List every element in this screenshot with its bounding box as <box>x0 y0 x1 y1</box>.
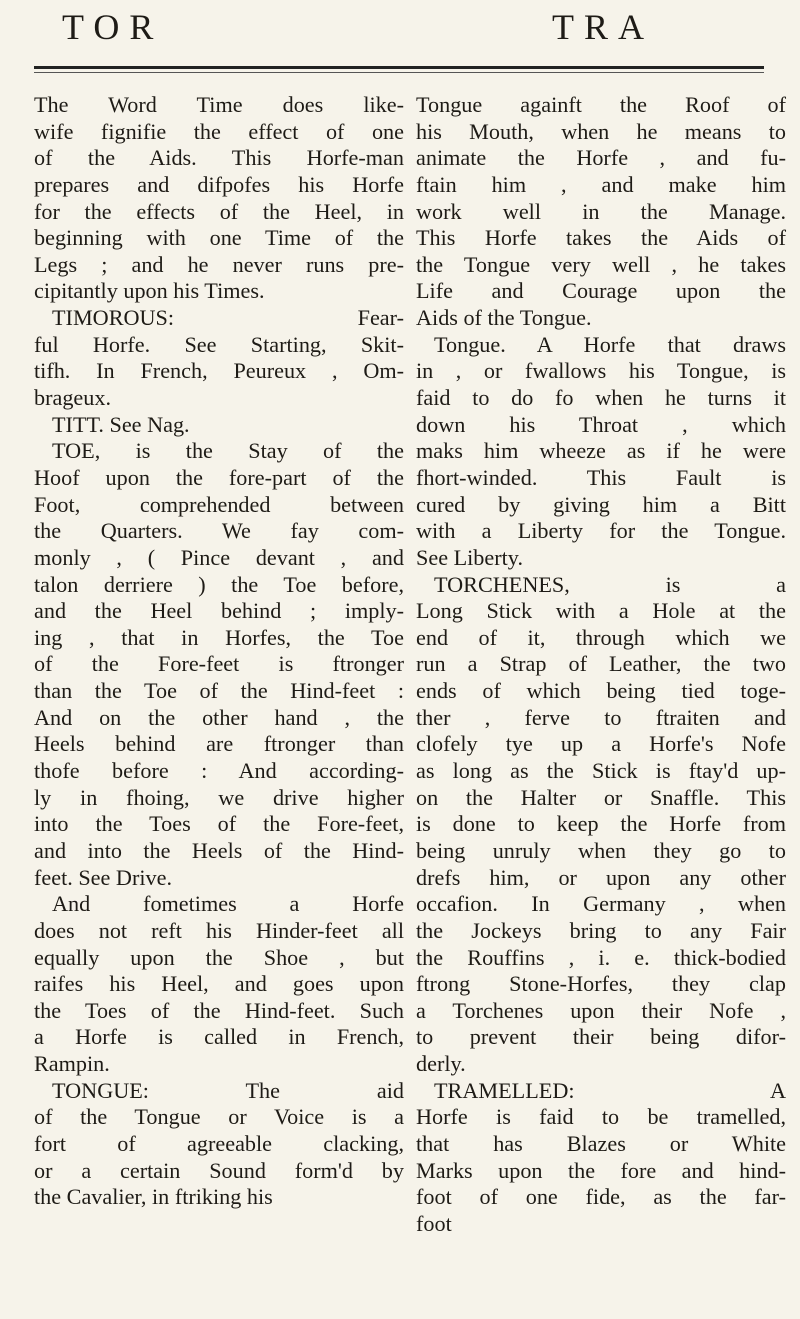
text-line: talon derriere ) the Toe before, <box>34 571 404 597</box>
text-line: to prevent their being difor- <box>416 1024 786 1050</box>
text-line: is done to keep the Horfe from <box>416 811 786 837</box>
text-line: monly , ( Pince devant , and <box>34 544 404 570</box>
text-line: on the Halter or Snaffle. This <box>416 784 786 810</box>
text-line: brageux. <box>34 385 112 411</box>
text-line: feet. See Drive. <box>34 864 172 890</box>
text-line: and the Heel behind ; imply- <box>34 598 404 624</box>
text-line: foot of one fide, as the far- <box>416 1184 786 1210</box>
running-head-left: TOR <box>62 7 164 47</box>
text-line: Tongue againft the Roof of <box>416 92 786 117</box>
text-line: This Horfe takes the Aids of <box>416 225 786 251</box>
text-line: end of it, through which we <box>416 624 786 650</box>
text-line: down his Throat , which <box>416 411 786 437</box>
text-line: being unruly when they go to <box>416 837 786 863</box>
text-line: ftain him , and make him <box>416 171 786 197</box>
text-line: TONGUE: The aid <box>52 1077 404 1103</box>
text-line: prepares and difpofes his Horfe <box>34 171 404 197</box>
text-line: beginning with one Time of the <box>34 225 404 251</box>
text-line: run a Strap of Leather, the two <box>416 651 786 677</box>
header-rule-thin <box>34 72 764 73</box>
text-line: And on the other hand , the <box>34 704 404 730</box>
text-line: ful Horfe. See Starting, Skit- <box>34 331 404 357</box>
text-line: the Quarters. We fay com- <box>34 518 404 544</box>
text-line: faid to do fo when he turns it <box>416 385 786 411</box>
text-line: And fometimes a Horfe <box>52 891 404 917</box>
text-line: his Mouth, when he means to <box>416 118 786 144</box>
text-line: of the Fore-feet is ftronger <box>34 651 404 677</box>
text-line: the Tongue very well , he takes <box>416 251 786 277</box>
text-line: derly. <box>416 1051 466 1077</box>
text-line: Marks upon the fore and hind- <box>416 1157 786 1183</box>
text-line: that has Blazes or White <box>416 1130 786 1156</box>
text-line: Long Stick with a Hole at the <box>416 598 786 624</box>
text-line: the Toes of the Hind-feet. Such <box>34 997 404 1023</box>
text-line: cipitantly upon his Times. <box>34 278 265 304</box>
text-line: occafion. In Germany , when <box>416 891 786 917</box>
text-line: See Liberty. <box>416 544 523 570</box>
running-head-right: TRA <box>552 7 654 47</box>
text-line: Aids of the Tongue. <box>416 305 592 331</box>
text-line: equally upon the Shoe , but <box>34 944 404 970</box>
text-line: ftrong Stone-Horfes, they clap <box>416 971 786 997</box>
text-line: ly in fhoing, we drive higher <box>34 784 404 810</box>
text-line: thofe before : And according- <box>34 758 404 784</box>
text-line: the Rouffins , i. e. thick-bodied <box>416 944 786 970</box>
text-line: fort of agreeable clacking, <box>34 1130 404 1156</box>
text-line: Life and Courage upon the <box>416 278 786 304</box>
text-line: a Torchenes upon their Nofe , <box>416 997 786 1023</box>
text-line: as long as the Stick is ftay'd up- <box>416 758 786 784</box>
text-line: the Jockeys bring to any Fair <box>416 917 786 943</box>
left-column <box>34 92 404 1211</box>
text-line: clofely tye up a Horfe's Nofe <box>416 731 786 757</box>
text-line: fhort-winded. This Fault is <box>416 464 786 490</box>
text-line: Rampin. <box>34 1051 110 1077</box>
text-line: wife fignifie the effect of one <box>34 118 404 144</box>
text-line: of the Aids. This Horfe-man <box>34 145 404 171</box>
text-line: and into the Heels of the Hind- <box>34 837 404 863</box>
text-line: ther , ferve to ftraiten and <box>416 704 786 730</box>
text-line: than the Toe of the Hind-feet : <box>34 678 404 704</box>
text-line: foot <box>416 1210 452 1236</box>
text-line: into the Toes of the Fore-feet, <box>34 811 404 837</box>
text-line: the Cavalier, in ftriking his <box>34 1184 273 1210</box>
text-line: raifes his Heel, and goes upon <box>34 971 404 997</box>
text-line: Foot, comprehended between <box>34 491 404 517</box>
right-column <box>416 92 786 1238</box>
text-line: TORCHENES, is a <box>434 571 786 597</box>
text-line: TIMOROUS: Fear- <box>52 305 404 331</box>
text-line: cured by giving him a Bitt <box>416 491 786 517</box>
text-line: animate the Horfe , and fu- <box>416 145 786 171</box>
text-line: or a certain Sound form'd by <box>34 1157 404 1183</box>
text-line: a Horfe is called in French, <box>34 1024 404 1050</box>
text-line: ing , that in Horfes, the Toe <box>34 624 404 650</box>
text-line: Legs ; and he never runs pre- <box>34 251 404 277</box>
text-line: ends of which being tied toge- <box>416 678 786 704</box>
text-line: The Word Time does like- <box>34 92 404 117</box>
text-line: work well in the Manage. <box>416 198 786 224</box>
text-line: does not reft his Hinder-feet all <box>34 917 404 943</box>
text-line: Horfe is faid to be tramelled, <box>416 1104 786 1130</box>
text-line: TOE, is the Stay of the <box>52 438 404 464</box>
text-line: drefs him, or upon any other <box>416 864 786 890</box>
text-line: maks him wheeze as if he were <box>416 438 786 464</box>
text-line: tifh. In French, Peureux , Om- <box>34 358 404 384</box>
text-line: Heels behind are ftronger than <box>34 731 404 757</box>
header-rule <box>34 66 764 69</box>
text-line: Tongue. A Horfe that draws <box>434 331 786 357</box>
text-line: in , or fwallows his Tongue, is <box>416 358 786 384</box>
text-line: for the effects of the Heel, in <box>34 198 404 224</box>
text-line: Hoof upon the fore-part of the <box>34 464 404 490</box>
text-line: of the Tongue or Voice is a <box>34 1104 404 1130</box>
text-line: TITT. See Nag. <box>52 411 190 437</box>
text-line: with a Liberty for the Tongue. <box>416 518 786 544</box>
text-line: TRAMELLED: A <box>434 1077 786 1103</box>
